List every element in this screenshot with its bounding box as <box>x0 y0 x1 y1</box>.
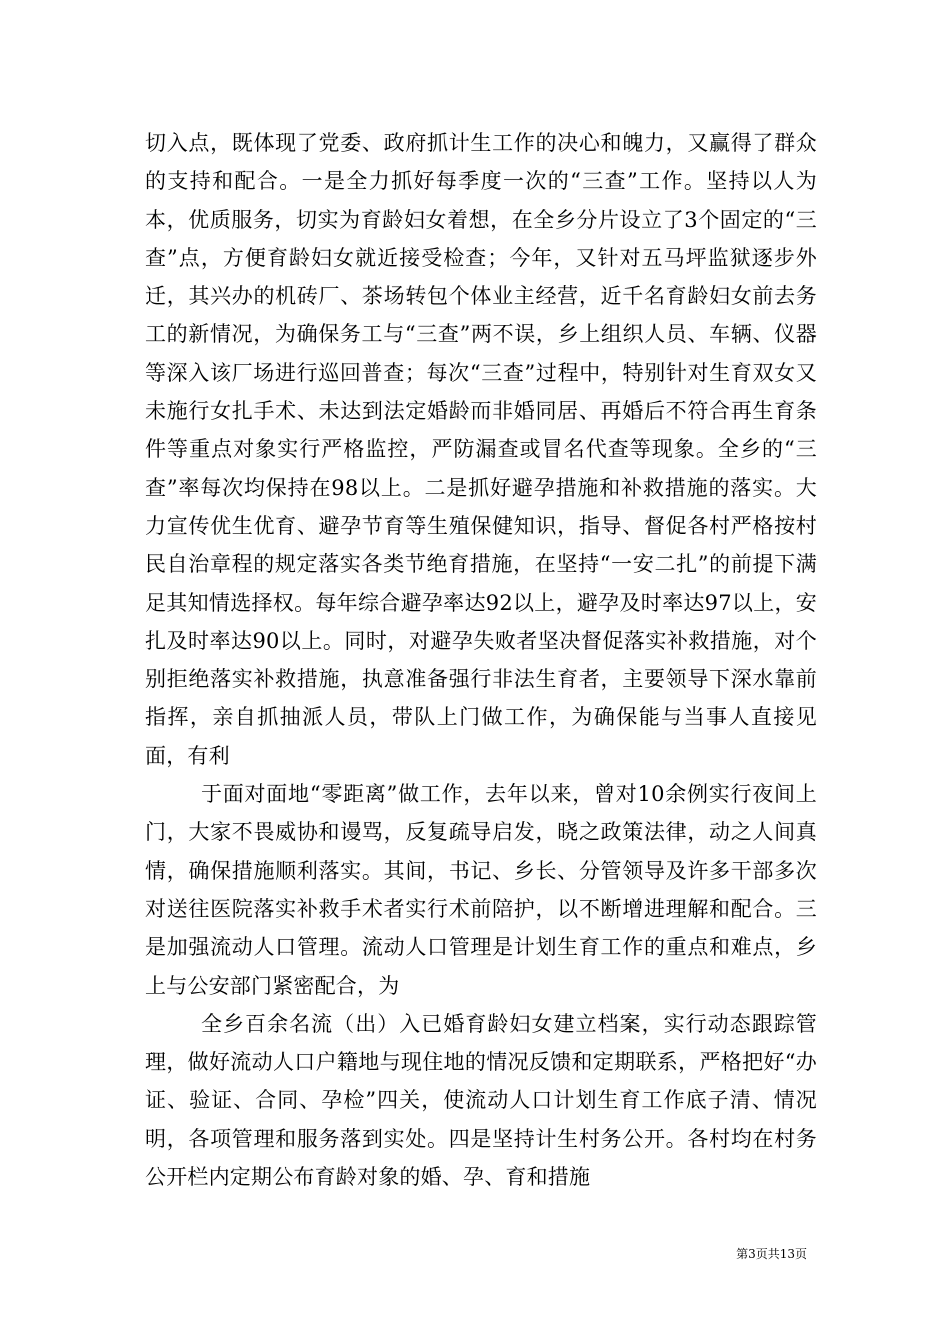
paragraph-2: 于面对面地“零距离”做工作，去年以来，曾对10余例实行夜间上门，大家不畏威协和谩骂，反复疏导启发，晓之政策法律，动之人间真情，确保措施顺利落实。其间，书记、乡长、分管领导及许多干部多次对送往医院落实补救手术者实行术前陪护，以不断增进理解和配合。三是加强流动人口管理。流动人口管理是计划生育工作的重点和难点，乡上与公安部门紧密配合，为 <box>145 782 817 998</box>
document-body <box>145 124 817 1196</box>
paragraph-3: 全乡百余名流（出）入已婚育龄妇女建立档案，实行动态跟踪管理，做好流动人口户籍地与现住地的情况反馈和定期联系，严格把好“办证、验证、合同、孕检”四关，使流动人口计划生育工作底子清、情况明，各项管理和服务落到实处。四是坚持计生村务公开。各村均在村务公开栏内定期公布育龄对象的婚、孕、育和措施 <box>145 1011 817 1190</box>
paragraph-1: 切入点，既体现了党委、政府抓计生工作的决心和魄力，又赢得了群众的支持和配合。一是全力抓好每季度一次的“三查”工作。坚持以人为本，优质服务，切实为育龄妇女着想，在全乡分片设立了3个固定的“三查”点，方便育龄妇女就近接受检查；今年，又针对五马坪监狱逐步外迁，其兴办的机砖厂、茶场转包个体业主经营，近千名育龄妇女前去务工的新情况，为确保务工与“三查”两不误，乡上组织人员、车辆、仪器等深入该厂场进行巡回普查；每次“三查”过程中，特别针对生育双女又未施行女扎手术、未达到法定婚龄而非婚同居、再婚后不符合再生育条件等重点对象实行严格监控，严防漏查或冒名代查等现象。全乡的“三查”率每次均保持在98以上。二是抓好避孕措施和补救措施的落实。大力宣传优生优育、避孕节育等生殖保健知识，指导、督促各村严格按村民自治章程的规定落实各类节绝育措施，在坚持“一安二扎”的前提下满足其知情选择权。每年综合避孕率达92以上，避孕及时率达97以上，安扎及时率达90以上。同时，对避孕失败者坚决督促落实补救措施，对个别拒绝落实补救措施，执意准备强行非法生育者，主要领导下深水靠前指挥，亲自抓抽派人员，带队上门做工作，为确保能与当事人直接见面，有利 <box>145 131 817 768</box>
page-number-footer: 第3页共13页 <box>736 1247 807 1261</box>
